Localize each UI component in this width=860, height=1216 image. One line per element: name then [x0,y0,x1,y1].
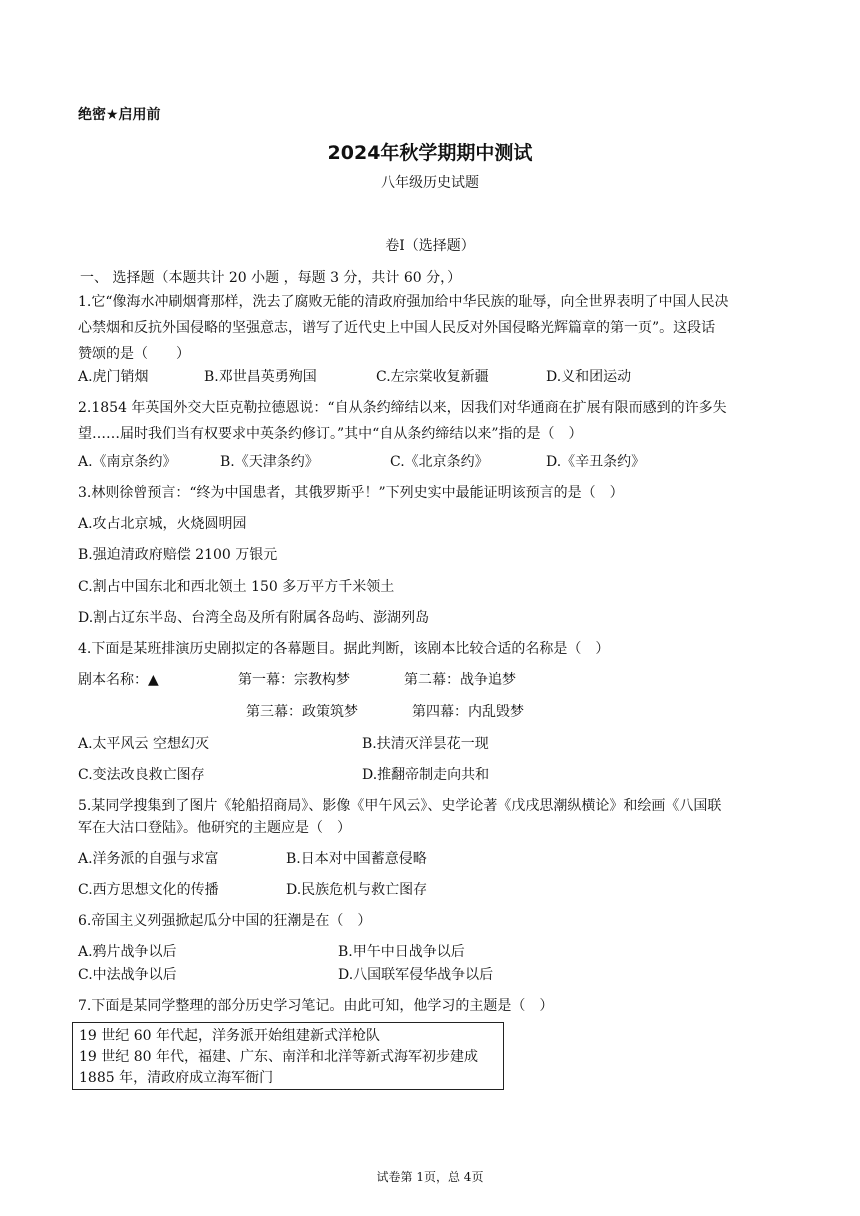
q1-text-line: 心禁烟和反抗外国侵略的坚强意志，谱写了近代史上中国人民反对外国侵略光辉篇章的第一页”。这段话 [78,320,716,336]
volume-heading: 卷I（选择题） [385,238,475,254]
q2-option-c: C.《北京条约》 [390,454,489,470]
q3-text-line: 3.林则徐曾预言：“终为中国患者，其俄罗斯乎！”下列史实中最能证明该预言的是（ ） [78,485,624,501]
q4-option-b: B.扶清灭洋昙花一现 [362,736,489,752]
q7-note-line: 1885 年，清政府成立海军衙门 [79,1070,274,1086]
q2-option-d: D.《辛丑条约》 [546,454,646,470]
q5-option-d: D.民族危机与救亡图存 [286,882,428,898]
q6-option-b: B.甲午中日战争以后 [338,944,465,960]
q1-option-a: A.虎门销烟 [78,369,149,385]
q7-notes-box [72,1022,504,1090]
q4-act-3: 第三幕：政策筑梦 [246,704,358,720]
q2-option-b: B.《天津条约》 [220,454,319,470]
q1-text-line: 1.它“像海水冲刷烟膏那样，洗去了腐败无能的清政府强加给中华民族的耻辱，向全世界表明了中国人民决 [78,294,729,310]
q7-note-line: 19 世纪 60 年代起，洋务派开始组建新式洋枪队 [79,1028,380,1044]
page-footer: 试卷第 1页，总 4页 [376,1170,484,1184]
q5-option-a: A.洋务派的自强与求富 [78,851,219,867]
q3-option-b: B.强迫清政府赔偿 2100 万银元 [78,547,278,563]
q5-text-line: 5.某同学搜集到了图片《轮船招商局》、影像《甲午风云》、史学论著《戊戌思潮纵横论》和绘画《八国联 [78,798,722,814]
q4-act-1: 第一幕：宗教构梦 [238,672,350,688]
q5-text-line: 军在大沽口登陆》。他研究的主题应是（ ） [78,820,351,836]
q4-option-c: C.变法改良救亡图存 [78,767,205,783]
q3-option-d: D.割占辽东半岛、台湾全岛及所有附属各岛屿、澎湖列岛 [78,610,430,626]
q4-script-label: 剧本名称：▲ [78,672,159,688]
q4-act-2: 第二幕：战争追梦 [404,672,516,688]
q2-text-line: 望……届时我们当有权要求中英条约修订。”其中“自从条约缔结以来”指的是（ ） [78,426,583,442]
q1-option-c: C.左宗棠收复新疆 [376,369,489,385]
q4-option-d: D.推翻帝制走向共和 [362,767,490,783]
q3-option-a: A.攻占北京城，火烧圆明园 [78,516,247,532]
q2-text-line: 2.1854 年英国外交大臣克勒拉德恩说：“自从条约缔结以来，因我们对华通商在扩展有限而感到的许多失 [78,400,727,416]
q6-option-d: D.八国联军侵华战争以后 [338,967,494,983]
confidential-mark: 绝密★启用前 [78,107,161,123]
q7-text-line: 7.下面是某同学整理的部分历史学习笔记。由此可知，他学习的主题是（ ） [78,998,554,1014]
q5-option-c: C.西方思想文化的传播 [78,882,219,898]
q6-option-c: C.中法战争以后 [78,967,177,983]
q4-text-line: 4.下面是某班排演历史剧拟定的各幕题目。据此判断，该剧本比较合适的名称是（ ） [78,641,610,657]
q1-option-d: D.义和团运动 [546,369,632,385]
q4-option-a: A.太平风云 空想幻灭 [78,736,210,752]
q1-text-line: 赞颂的是（ ） [78,346,190,362]
q7-note-line: 19 世纪 80 年代，福建、广东、南洋和北洋等新式海军初步建成 [79,1049,478,1065]
q2-option-a: A.《南京条约》 [78,454,177,470]
q6-text-line: 6.帝国主义列强掀起瓜分中国的狂潮是在（ ） [78,913,372,929]
q5-option-b: B.日本对中国蓄意侵略 [286,851,427,867]
q3-option-c: C.割占中国东北和西北领土 150 多万平方千米领土 [78,579,395,595]
q1-option-b: B.邓世昌英勇殉国 [204,369,317,385]
exam-subtitle: 八年级历史试题 [381,175,479,191]
exam-title: 2024年秋学期期中测试 [327,142,533,164]
q4-act-4: 第四幕：内乱毁梦 [412,704,524,720]
q6-option-a: A.鸦片战争以后 [78,944,177,960]
section-heading: 一、 选择题（本题共计 20 小题 ，每题 3 分，共计 60 分，） [80,270,462,286]
